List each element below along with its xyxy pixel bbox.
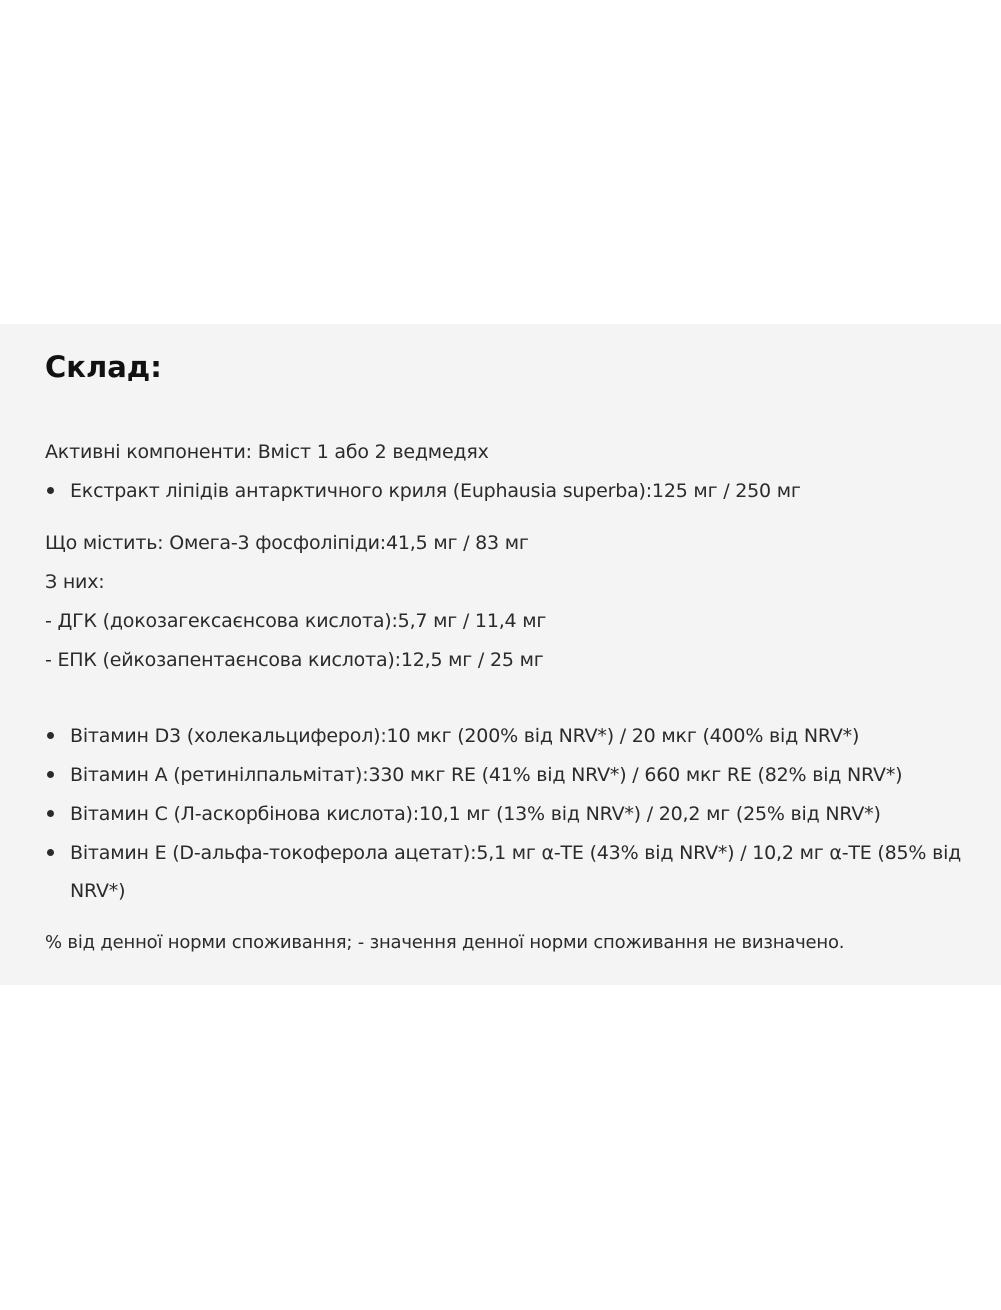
vitamin-e-text: Вітамин Е (D-альфа-токоферола ацетат):5,1 мг α-TE (43% від NRV*) / 10,2 мг α-TE (85% від NRV*): [70, 842, 962, 902]
of-them-line: З них:: [45, 571, 105, 593]
epa-line: - ЕПК (ейкозапентаєнсова кислота):12,5 мг / 25 мг: [45, 649, 544, 671]
vitamin-a-item: [45, 756, 975, 794]
footnote: % від денної норми споживання; - значення денної норми споживання не визначено.: [45, 932, 845, 953]
vitamin-a-text: Вітамин А (ретинілпальмітат):330 мкг RE (41% від NRV*) / 660 мкг RE (82% від NRV*): [70, 764, 903, 786]
bullet-icon: [47, 487, 54, 494]
contains-line: Що містить: Омега-3 фосфоліпіди:41,5 мг / 83 мг: [45, 532, 529, 554]
vitamin-d3-item: [45, 717, 975, 755]
vitamin-e-item: [45, 834, 975, 910]
vitamin-c-text: Вітамин С (Л-аскорбінова кислота):10,1 мг (13% від NRV*) / 20,2 мг (25% від NRV*): [70, 803, 881, 825]
bullet-icon: [47, 849, 54, 856]
dha-line: - ДГК (докозагексаєнсова кислота):5,7 мг / 11,4 мг: [45, 610, 547, 632]
vitamin-d3-text: Вітамин D3 (холекальциферол):10 мкг (200% від NRV*) / 20 мкг (400% від NRV*): [70, 725, 860, 747]
active-components-line: Активні компоненти: Вміст 1 або 2 ведмедях: [45, 441, 489, 463]
bullet-icon: [47, 771, 54, 778]
krill-extract-text: Екстракт ліпідів антарктичного криля (Euphausia superba):125 мг / 250 мг: [70, 480, 801, 502]
bullet-icon: [47, 732, 54, 739]
krill-extract-item: [45, 472, 975, 510]
vitamin-c-item: [45, 795, 975, 833]
composition-panel: [0, 324, 1001, 985]
bullet-icon: [47, 810, 54, 817]
composition-title: Склад:: [45, 350, 162, 384]
